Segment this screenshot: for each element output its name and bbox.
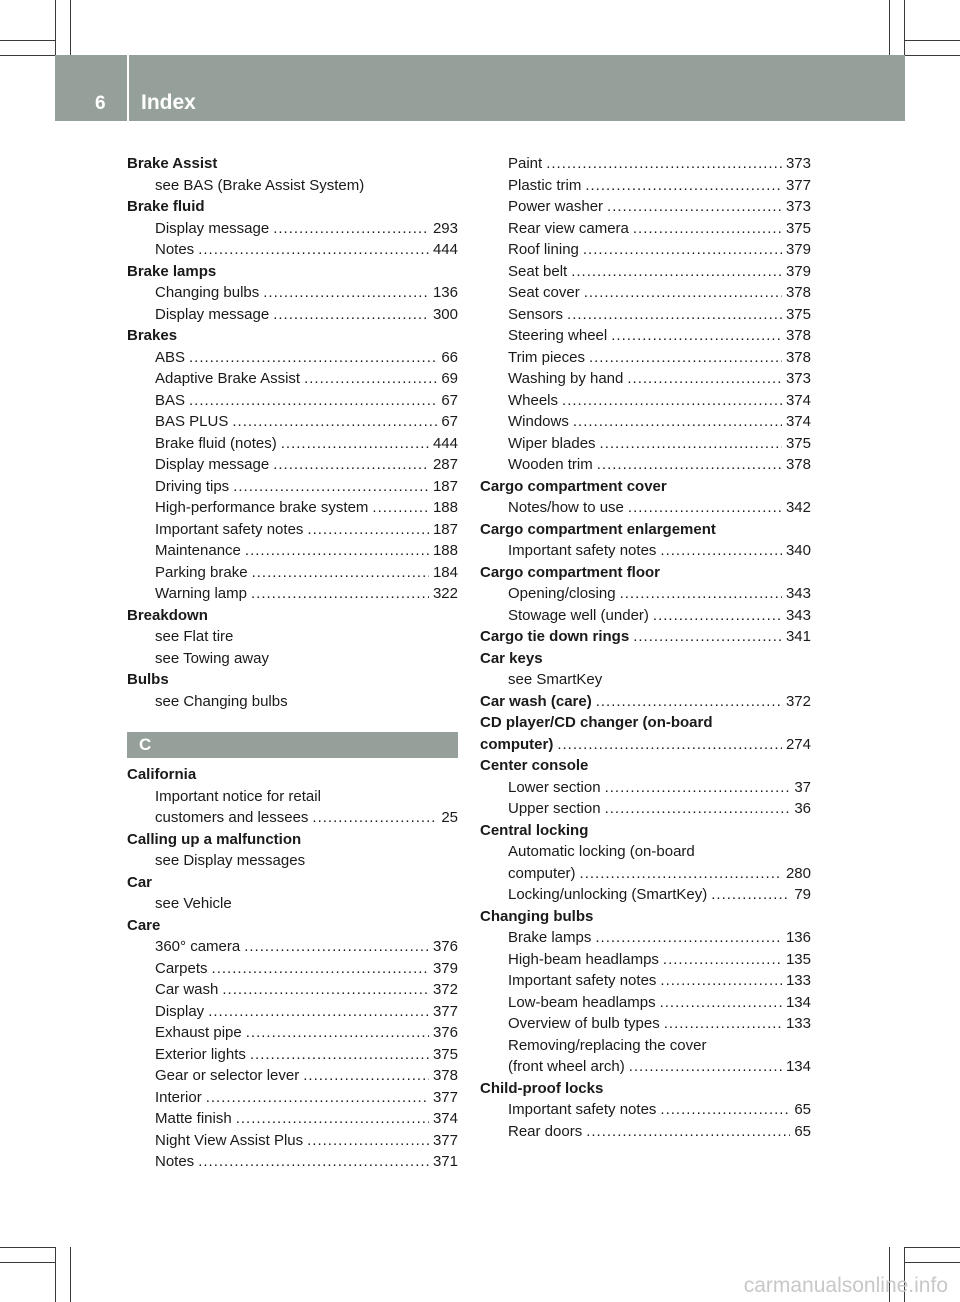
index-subentry-text: see Towing away <box>155 649 269 667</box>
index-subentry <box>480 1099 811 1121</box>
page-ref: 375 <box>785 305 811 323</box>
index-subentry <box>480 411 811 433</box>
entry-label: Changing bulbs <box>155 284 260 301</box>
dot-leader <box>303 1065 429 1087</box>
index-subentry <box>480 992 811 1014</box>
index-heading: Care <box>127 916 161 934</box>
dot-leader <box>222 979 429 1001</box>
entry-label: customers and lessees <box>155 809 309 826</box>
page-ref: 133 <box>785 1015 811 1032</box>
crop-mark <box>70 1247 71 1302</box>
page-ref: 375 <box>785 434 811 452</box>
crop-mark <box>55 0 56 55</box>
page-ref: 377 <box>432 1002 458 1020</box>
dot-leader <box>607 196 782 218</box>
dot-leader <box>595 927 782 949</box>
entry-label: Car wash (care) <box>480 692 592 710</box>
index-subentry <box>127 1151 458 1173</box>
dot-leader <box>633 218 782 240</box>
page-ref: 65 <box>794 1101 811 1118</box>
index-subentry <box>127 1001 458 1023</box>
index-subentry <box>480 218 811 240</box>
dot-leader <box>605 777 791 799</box>
index-heading: California <box>127 766 197 783</box>
dot-leader <box>605 798 791 820</box>
index-subentry <box>127 390 458 412</box>
index-subentry <box>480 304 811 326</box>
entry-label: BAS <box>155 391 186 409</box>
index-subentry <box>127 218 458 240</box>
index-subentry <box>127 347 458 369</box>
index-column-left <box>127 153 458 1173</box>
page-ref: 36 <box>794 800 811 817</box>
index-subentry-text: Removing/replacing the cover <box>508 1036 707 1054</box>
page-ref: 377 <box>785 176 811 194</box>
page-header <box>55 55 905 121</box>
dot-leader <box>585 175 782 197</box>
entry-label: Windows <box>508 413 569 430</box>
entry-label: Important safety notes <box>508 1101 657 1118</box>
page-ref: 377 <box>432 1088 458 1106</box>
dot-leader <box>252 562 429 584</box>
page-ref: 188 <box>432 542 458 559</box>
index-subentry <box>127 562 458 584</box>
index-subentry <box>480 605 811 627</box>
page-ref: 187 <box>432 520 458 538</box>
dot-leader <box>589 347 782 369</box>
entry-label: Rear doors <box>508 1122 583 1140</box>
index-heading: Breakdown <box>127 606 208 624</box>
dot-leader <box>571 261 782 283</box>
dot-leader <box>263 282 429 304</box>
dot-leader <box>557 734 782 756</box>
dot-leader <box>600 433 782 455</box>
index-heading: Bulbs <box>127 671 169 688</box>
page-ref: 372 <box>785 692 811 710</box>
entry-label: Sensors <box>508 305 564 323</box>
index-heading-entry <box>480 626 811 648</box>
index-subentry-text: see BAS (Brake Assist System) <box>155 176 365 194</box>
index-subentry <box>480 454 811 476</box>
page-ref: 342 <box>785 499 811 516</box>
dot-leader <box>663 949 782 971</box>
dot-leader <box>212 958 429 980</box>
index-subentry <box>480 261 811 283</box>
crop-mark <box>70 0 71 55</box>
crop-mark <box>905 40 960 41</box>
page-ref: 67 <box>441 391 458 409</box>
entry-label: BAS PLUS <box>155 413 229 430</box>
index-heading: Brake Assist <box>127 155 218 172</box>
page-ref: 134 <box>785 1058 811 1075</box>
page-ref: 184 <box>432 563 458 581</box>
dot-leader <box>660 970 782 992</box>
index-heading: Calling up a malfunction <box>127 830 302 848</box>
index-subentry <box>480 949 811 971</box>
page-ref: 376 <box>432 938 458 955</box>
entry-label: Seat belt <box>508 262 568 280</box>
page-ref: 371 <box>432 1153 458 1170</box>
index-subentry <box>127 807 458 829</box>
dot-leader <box>307 1130 429 1152</box>
dot-leader <box>664 1013 782 1035</box>
entry-label: Important safety notes <box>155 520 304 538</box>
page-ref: 444 <box>432 241 458 258</box>
entry-label: Notes/how to use <box>508 499 624 516</box>
index-heading: Cargo compartment floor <box>480 563 661 581</box>
page-ref: 343 <box>785 606 811 624</box>
index-subentry <box>127 1130 458 1152</box>
index-subentry <box>480 1121 811 1143</box>
crop-mark <box>55 1247 56 1302</box>
page-ref: 341 <box>785 628 811 645</box>
page-ref: 300 <box>432 305 458 323</box>
entry-label: Wiper blades <box>508 434 596 452</box>
index-heading: Car <box>127 873 153 891</box>
page-ref: 378 <box>432 1067 458 1084</box>
entry-label: Upper section <box>508 800 601 817</box>
section-title: Index <box>141 91 196 114</box>
entry-label: Car wash <box>155 981 219 998</box>
dot-leader <box>251 583 429 605</box>
index-subentry <box>480 325 811 347</box>
entry-label: Locking/unlocking (SmartKey) <box>508 886 708 903</box>
entry-label: Seat cover <box>508 284 580 301</box>
index-heading: Brake fluid <box>127 198 205 215</box>
page-ref: 379 <box>785 241 811 258</box>
page-ref: 322 <box>432 585 458 602</box>
page-number: 6 <box>95 93 106 114</box>
index-subentry <box>480 433 811 455</box>
entry-label: Wooden trim <box>508 456 593 473</box>
dot-leader <box>629 1056 782 1078</box>
entry-label: Rear view camera <box>508 219 629 237</box>
dot-leader <box>232 411 437 433</box>
index-subentry <box>480 798 811 820</box>
index-subentry <box>127 1044 458 1066</box>
dot-leader <box>620 583 782 605</box>
index-subentry <box>127 583 458 605</box>
entry-label: Driving tips <box>155 477 230 495</box>
entry-label: Warning lamp <box>155 585 247 602</box>
page-ref: 343 <box>785 585 811 602</box>
dot-leader <box>307 519 429 541</box>
page-ref: 377 <box>432 1131 458 1149</box>
page-ref: 37 <box>794 778 811 796</box>
index-subentry-text: see Vehicle <box>155 895 232 912</box>
watermark: carmanualsonline.info <box>743 1274 948 1297</box>
index-subentry <box>480 175 811 197</box>
index-subentry <box>480 540 811 562</box>
dot-leader <box>198 1151 429 1173</box>
entry-label: Lower section <box>508 778 601 796</box>
entry-label: Opening/closing <box>508 585 616 602</box>
index-subentry <box>480 777 811 799</box>
dot-leader <box>660 992 782 1014</box>
index-subentry-text: Important notice for retail <box>155 787 321 805</box>
index-subentry-text: Automatic locking (on-board <box>508 843 695 860</box>
index-subentry <box>127 958 458 980</box>
dot-leader <box>372 497 429 519</box>
page-ref: 379 <box>785 262 811 280</box>
index-subentry <box>480 970 811 992</box>
dot-leader <box>583 239 782 261</box>
index-subentry <box>127 979 458 1001</box>
page-ref: 373 <box>785 370 811 387</box>
dot-leader <box>304 368 437 390</box>
page-ref: 378 <box>785 456 811 473</box>
page-ref: 135 <box>785 950 811 968</box>
entry-label: Display <box>155 1002 205 1020</box>
entry-label: computer) <box>508 864 576 882</box>
page-ref: 444 <box>432 434 458 452</box>
index-heading-entry <box>480 734 811 756</box>
dot-leader <box>597 454 782 476</box>
index-subentry <box>127 1065 458 1087</box>
index-heading: Brakes <box>127 327 178 344</box>
dot-leader <box>660 1099 790 1121</box>
entry-label: Parking brake <box>155 563 248 581</box>
dot-leader <box>573 411 782 433</box>
dot-leader <box>312 807 437 829</box>
index-subentry <box>480 927 811 949</box>
entry-label: Notes <box>155 1153 195 1170</box>
page-ref: 67 <box>441 413 458 430</box>
dot-leader <box>584 282 782 304</box>
page-ref: 373 <box>785 155 811 172</box>
entry-label: Matte finish <box>155 1110 232 1127</box>
entry-label: Exterior lights <box>155 1045 246 1063</box>
index-subentry <box>480 497 811 519</box>
index-subentry <box>127 497 458 519</box>
entry-label: Night View Assist Plus <box>155 1131 304 1149</box>
page-ref: 133 <box>785 972 811 989</box>
page-ref: 287 <box>432 456 458 473</box>
entry-label: Important safety notes <box>508 542 657 559</box>
index-subentry-text: see SmartKey <box>508 671 603 688</box>
dot-leader <box>562 390 782 412</box>
dot-leader <box>711 884 790 906</box>
dot-leader <box>233 476 429 498</box>
index-heading: Child-proof locks <box>480 1079 604 1097</box>
dot-leader <box>236 1108 429 1130</box>
index-subentry <box>127 368 458 390</box>
index-subentry <box>127 1022 458 1044</box>
page-ref: 293 <box>432 219 458 237</box>
index-subentry <box>480 863 811 885</box>
entry-label: (front wheel arch) <box>508 1058 625 1075</box>
crop-mark <box>0 55 55 56</box>
index-subentry <box>480 1056 811 1078</box>
index-subentry <box>480 884 811 906</box>
page-ref: 373 <box>785 198 811 215</box>
page-ref: 374 <box>785 413 811 430</box>
entry-label: Important safety notes <box>508 972 657 989</box>
entry-label: Exhaust pipe <box>155 1024 242 1041</box>
dot-leader <box>245 540 429 562</box>
index-subentry <box>127 411 458 433</box>
page-ref: 69 <box>441 370 458 387</box>
index-subentry <box>480 347 811 369</box>
entry-label: Trim pieces <box>508 348 585 366</box>
page-ref: 374 <box>432 1110 458 1127</box>
dot-leader <box>633 626 782 648</box>
entry-label: Plastic trim <box>508 176 582 194</box>
page-ref: 65 <box>794 1122 811 1140</box>
index-subentry <box>127 433 458 455</box>
dot-leader <box>627 368 782 390</box>
entry-label: computer) <box>480 735 554 753</box>
dot-leader <box>244 936 429 958</box>
index-heading: Brake lamps <box>127 262 217 280</box>
dot-leader <box>189 390 437 412</box>
entry-label: Notes <box>155 241 195 258</box>
crop-mark <box>905 1247 960 1248</box>
page-ref: 187 <box>432 477 458 495</box>
index-subentry <box>127 239 458 261</box>
entry-label: Display message <box>155 219 270 237</box>
page-ref: 374 <box>785 391 811 409</box>
index-subentry <box>480 153 811 175</box>
entry-label: Cargo tie down rings <box>480 628 630 645</box>
dot-leader <box>250 1044 429 1066</box>
entry-label: Overview of bulb types <box>508 1015 660 1032</box>
index-subentry <box>127 519 458 541</box>
entry-label: Power washer <box>508 198 604 215</box>
entry-label: Roof lining <box>508 241 579 258</box>
index-column-right <box>480 153 811 1142</box>
index-heading: Cargo compartment cover <box>480 477 667 495</box>
index-subentry <box>480 368 811 390</box>
page-ref: 274 <box>785 735 811 753</box>
index-subentry <box>127 282 458 304</box>
index-subentry <box>480 282 811 304</box>
entry-label: Carpets <box>155 959 208 977</box>
dot-leader <box>586 1121 790 1143</box>
dot-leader <box>198 239 429 261</box>
index-subentry <box>127 454 458 476</box>
index-heading: Changing bulbs <box>480 907 594 925</box>
dot-leader <box>246 1022 429 1044</box>
entry-label: High-performance brake system <box>155 499 369 516</box>
entry-label: Wheels <box>508 391 559 409</box>
page-ref: 136 <box>432 284 458 301</box>
index-subentry-text: see Display messages <box>155 852 306 869</box>
entry-label: Steering wheel <box>508 327 608 344</box>
page-ref: 25 <box>441 809 458 826</box>
crop-mark <box>0 1247 55 1248</box>
dot-leader <box>653 605 782 627</box>
entry-label: ABS <box>155 348 186 366</box>
index-heading: CD player/CD changer (on-board <box>480 714 713 731</box>
page-ref: 379 <box>432 959 458 977</box>
page-ref: 372 <box>432 981 458 998</box>
dot-leader <box>273 218 429 240</box>
index-subentry <box>127 1108 458 1130</box>
index-subentry <box>127 936 458 958</box>
crop-mark <box>905 1262 960 1263</box>
dot-leader <box>567 304 782 326</box>
page-ref: 340 <box>785 542 811 559</box>
page-ref: 378 <box>785 327 811 344</box>
entry-label: Paint <box>508 155 543 172</box>
page-ref: 66 <box>441 348 458 366</box>
index-subentry-text: see Changing bulbs <box>155 692 288 710</box>
entry-label: Gear or selector lever <box>155 1067 300 1084</box>
dot-leader <box>546 153 782 175</box>
crop-mark <box>0 40 55 41</box>
index-subentry <box>480 1013 811 1035</box>
page-ref: 136 <box>785 929 811 946</box>
entry-label: Washing by hand <box>508 370 624 387</box>
dot-leader <box>208 1001 429 1023</box>
entry-label: Interior <box>155 1088 202 1106</box>
dot-leader <box>660 540 782 562</box>
index-subentry <box>127 540 458 562</box>
index-subentry <box>127 476 458 498</box>
page-ref: 378 <box>785 284 811 301</box>
entry-label: Stowage well (under) <box>508 606 649 624</box>
index-subentry <box>480 239 811 261</box>
index-heading-entry <box>480 691 811 713</box>
page-ref: 134 <box>785 993 811 1011</box>
index-heading: Central locking <box>480 821 589 839</box>
page-ref: 378 <box>785 348 811 366</box>
letter-heading: C <box>127 732 458 758</box>
entry-label: Display message <box>155 456 270 473</box>
entry-label: Low-beam headlamps <box>508 993 656 1011</box>
entry-label: 360° camera <box>155 938 241 955</box>
index-subentry-text: see Flat tire <box>155 628 234 645</box>
index-subentry <box>480 583 811 605</box>
entry-label: Brake fluid (notes) <box>155 434 277 452</box>
dot-leader <box>189 347 437 369</box>
crop-mark <box>0 1262 55 1263</box>
dot-leader <box>580 863 782 885</box>
dot-leader <box>596 691 782 713</box>
entry-label: Maintenance <box>155 542 241 559</box>
index-subentry <box>480 390 811 412</box>
dot-leader <box>206 1087 429 1109</box>
header-divider <box>127 55 129 121</box>
index-subentry <box>480 196 811 218</box>
entry-label: High-beam headlamps <box>508 950 659 968</box>
entry-label: Adaptive Brake Assist <box>155 370 301 387</box>
crop-mark <box>889 0 890 55</box>
index-subentry <box>127 1087 458 1109</box>
crop-mark <box>904 0 905 55</box>
index-subentry <box>127 304 458 326</box>
page-ref: 280 <box>785 864 811 882</box>
entry-label: Display message <box>155 305 270 323</box>
entry-label: Brake lamps <box>508 929 592 946</box>
dot-leader <box>281 433 429 455</box>
page-ref: 79 <box>794 886 811 903</box>
dot-leader <box>273 454 429 476</box>
index-heading: Center console <box>480 757 589 774</box>
index-heading: Cargo compartment enlargement <box>480 520 716 538</box>
index-heading: Car keys <box>480 649 543 667</box>
page-ref: 376 <box>432 1024 458 1041</box>
page-ref: 375 <box>785 219 811 237</box>
dot-leader <box>628 497 782 519</box>
page-ref: 188 <box>432 499 458 516</box>
dot-leader <box>273 304 429 326</box>
crop-mark <box>905 55 960 56</box>
dot-leader <box>611 325 782 347</box>
page-ref: 375 <box>432 1045 458 1063</box>
